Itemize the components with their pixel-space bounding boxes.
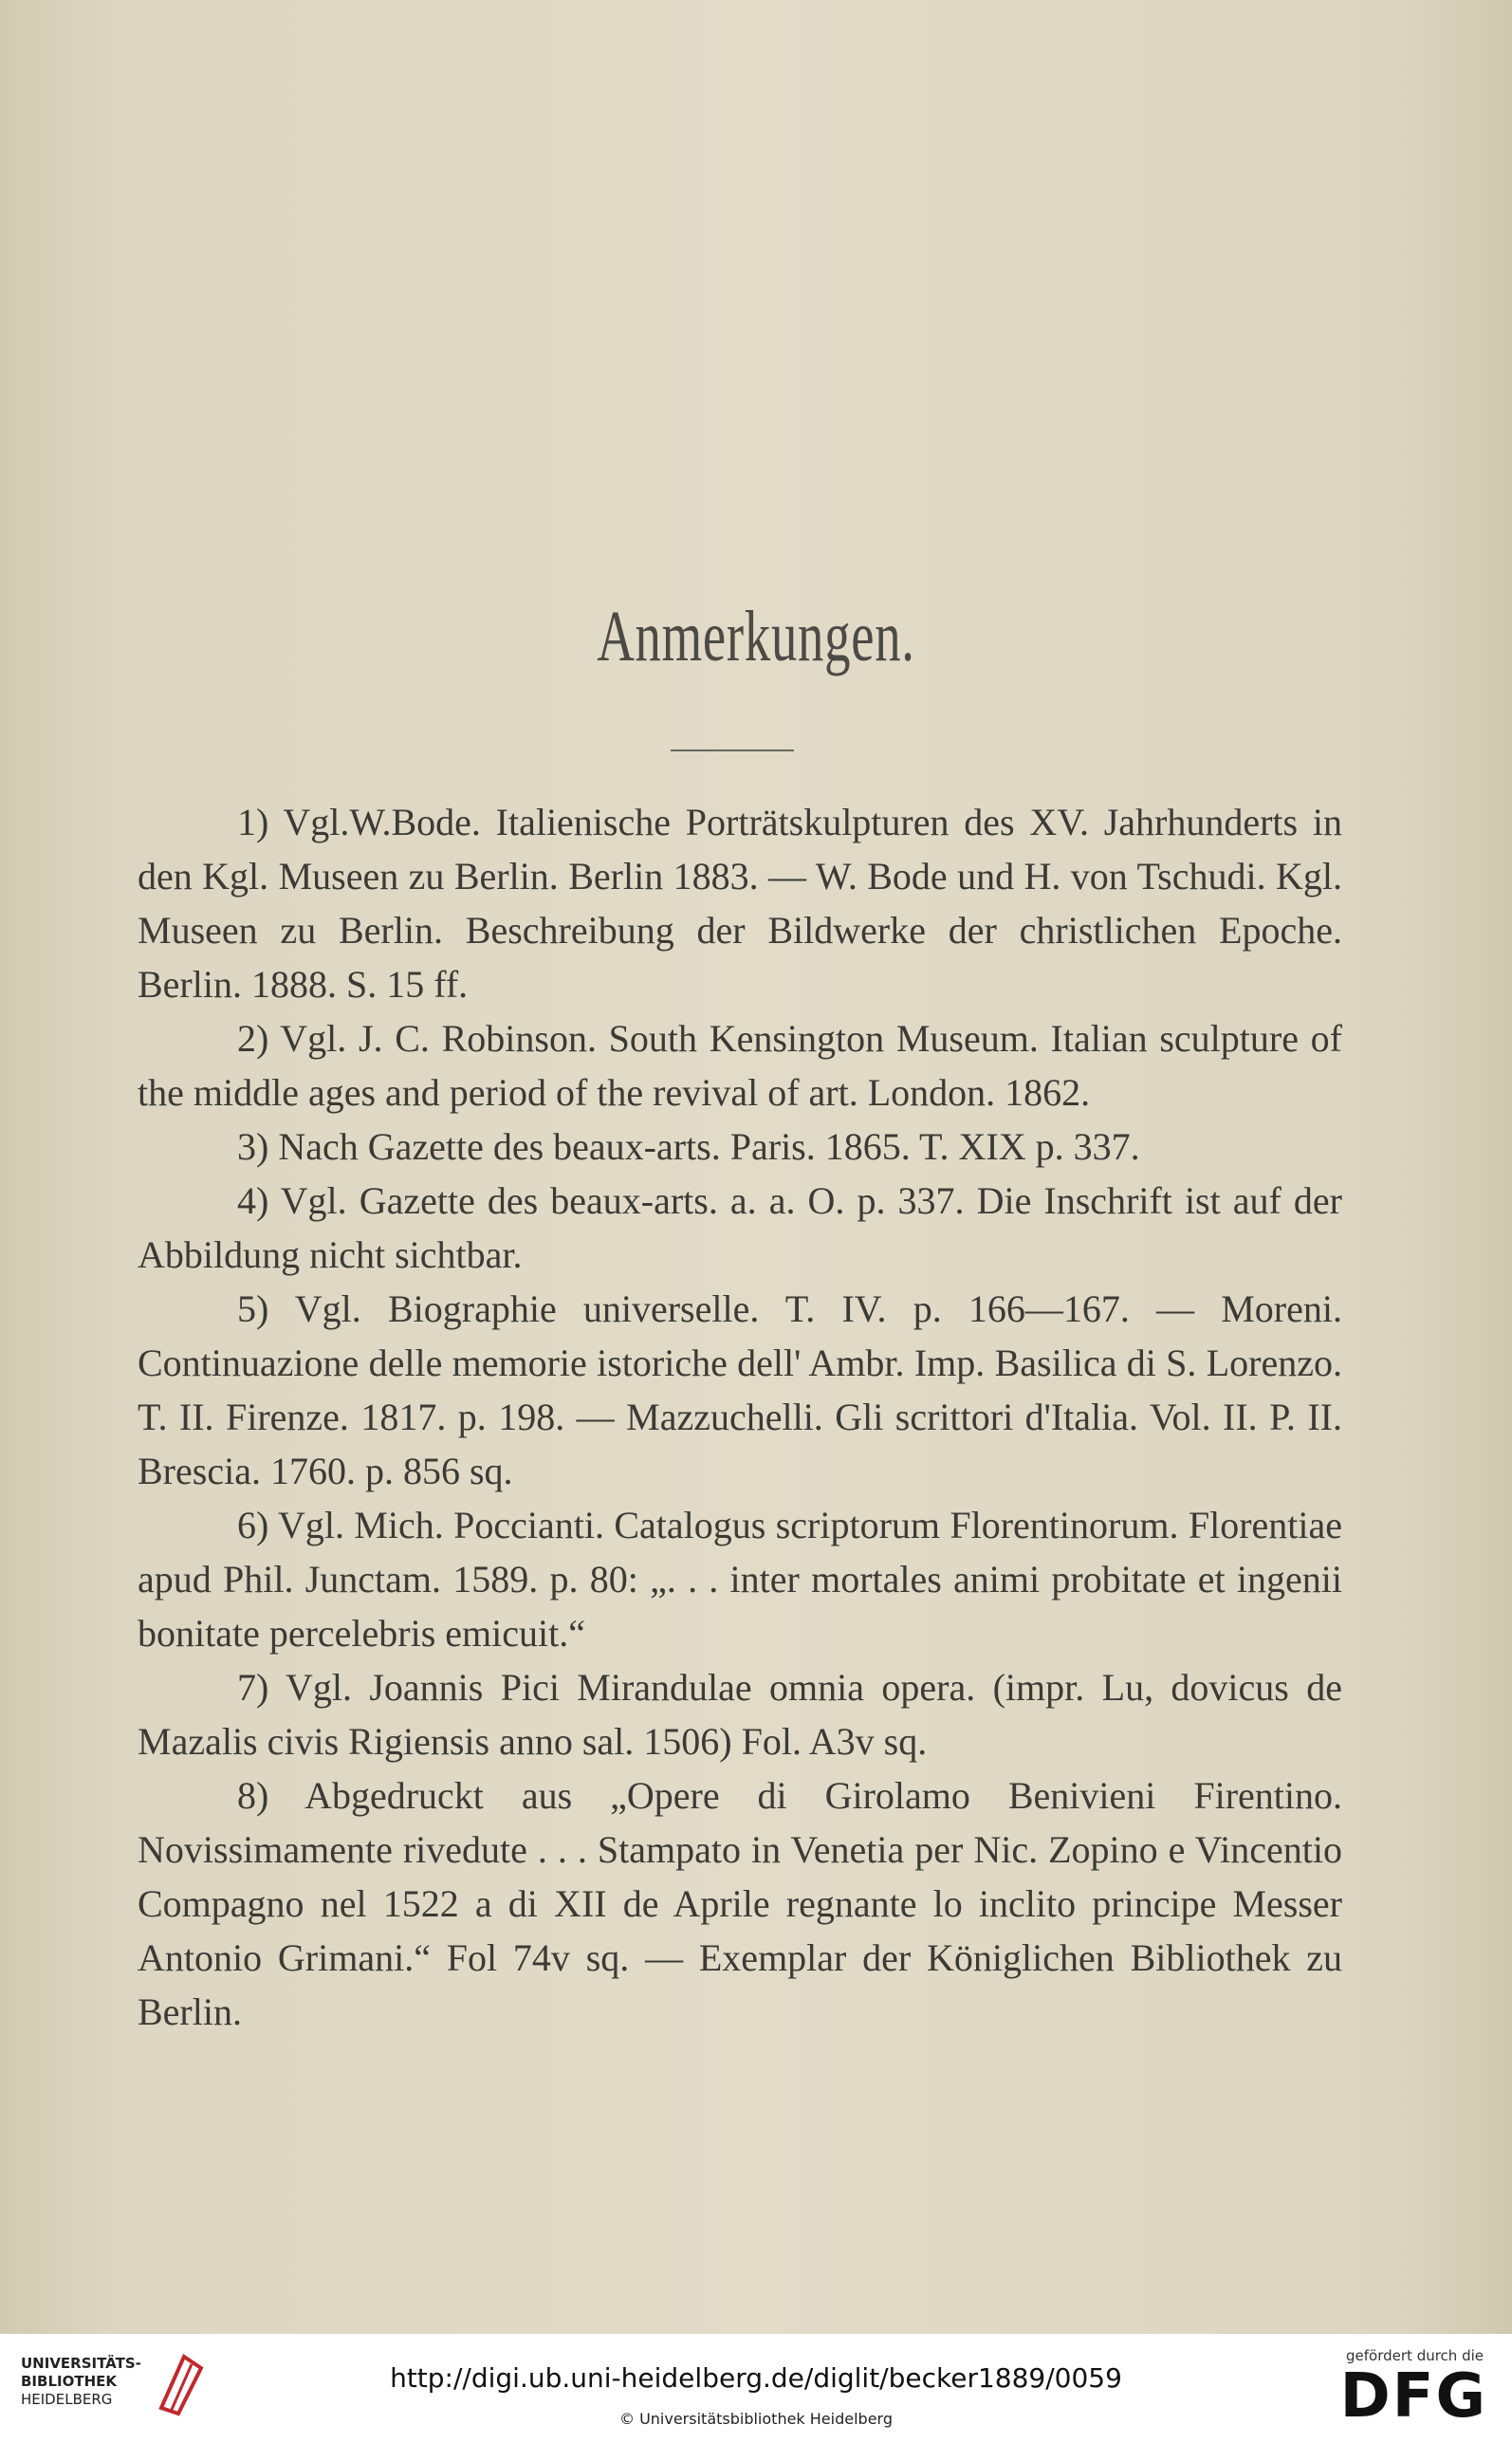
funded-by-label: gefördert durch die: [1346, 2347, 1484, 2364]
page-heading: Anmerkungen.: [597, 597, 915, 676]
footnote-1: 1) Vgl.W.Bode. Italienische Porträtskulpturen des XV. Jahrhunderts in den Kgl. Museen zu Berlin. Berlin 1883. — W. Bode und H. von Tschudi. Kgl. Museen zu Berlin. Beschreibung der Bildwerke der christlichen Epoche. Berlin. 1888. S. 15 ff.: [138, 801, 1342, 1006]
footnote-6: 6) Vgl. Mich. Poccianti. Catalogus scriptorum Florentinorum. Florentiae apud Phil. Junctam. 1589. p. 80: „. . . inter mortales animi probitate et ingenii bonitate percelebris emicuit.“: [138, 1504, 1342, 1655]
footnote-5: 5) Vgl. Biographie universelle. T. IV. p. 166—167. — Moreni. Continuazione delle memorie istoriche dell' Ambr. Imp. Basilica di S. Lorenzo. T. II. Firenze. 1817. p. 198. — Mazzuchelli. Gli scrittori d'Italia. Vol. II. P. II. Brescia. 1760. p. 856 sq.: [138, 1287, 1342, 1492]
heading-rule: [671, 750, 794, 751]
library-line-3: HEIDELBERG: [21, 2391, 113, 2408]
footnotes: [138, 795, 1342, 2039]
library-line-1: UNIVERSITÄTS-: [21, 2355, 141, 2372]
dfg-logo: DFG: [1339, 2361, 1487, 2432]
library-line-2: BIBLIOTHEK: [21, 2373, 117, 2390]
page-url-link[interactable]: http://digi.ub.uni-heidelberg.de/diglit/becker1889/0059: [390, 2362, 1122, 2394]
footnote-8: 8) Abgedruckt aus „Opere di Girolamo Benivieni Firentino. Novissimamente rivedute . . . Stampato in Venetia per Nic. Zopino e Vincentio Compagno nel 1522 a di XII de Aprile regnante lo inclito principe Messer Antonio Grimani.“ Fol 74v sq. — Exemplar der Königlichen Bibliothek zu Berlin.: [138, 1774, 1342, 2033]
footnote-4: 4) Vgl. Gazette des beaux-arts. a. a. O. p. 337. Die Inschrift ist auf der Abbildung nicht sichtbar.: [138, 1179, 1342, 1276]
footer-bar: [0, 2334, 1512, 2443]
footnote-7: 7) Vgl. Joannis Pici Mirandulae omnia opera. (impr. Lu, dovicus de Mazalis civis Rigiensis anno sal. 1506) Fol. A3v sq.: [138, 1666, 1342, 1763]
footnote-2: 2) Vgl. J. C. Robinson. South Kensington Museum. Italian sculpture of the middle ages and period of the revival of art. London. 1862.: [138, 1017, 1342, 1114]
footnote-3: 3) Nach Gazette des beaux-arts. Paris. 1865. T. XIX p. 337.: [237, 1125, 1140, 1168]
copyright-notice: © Universitätsbibliothek Heidelberg: [618, 2410, 893, 2428]
